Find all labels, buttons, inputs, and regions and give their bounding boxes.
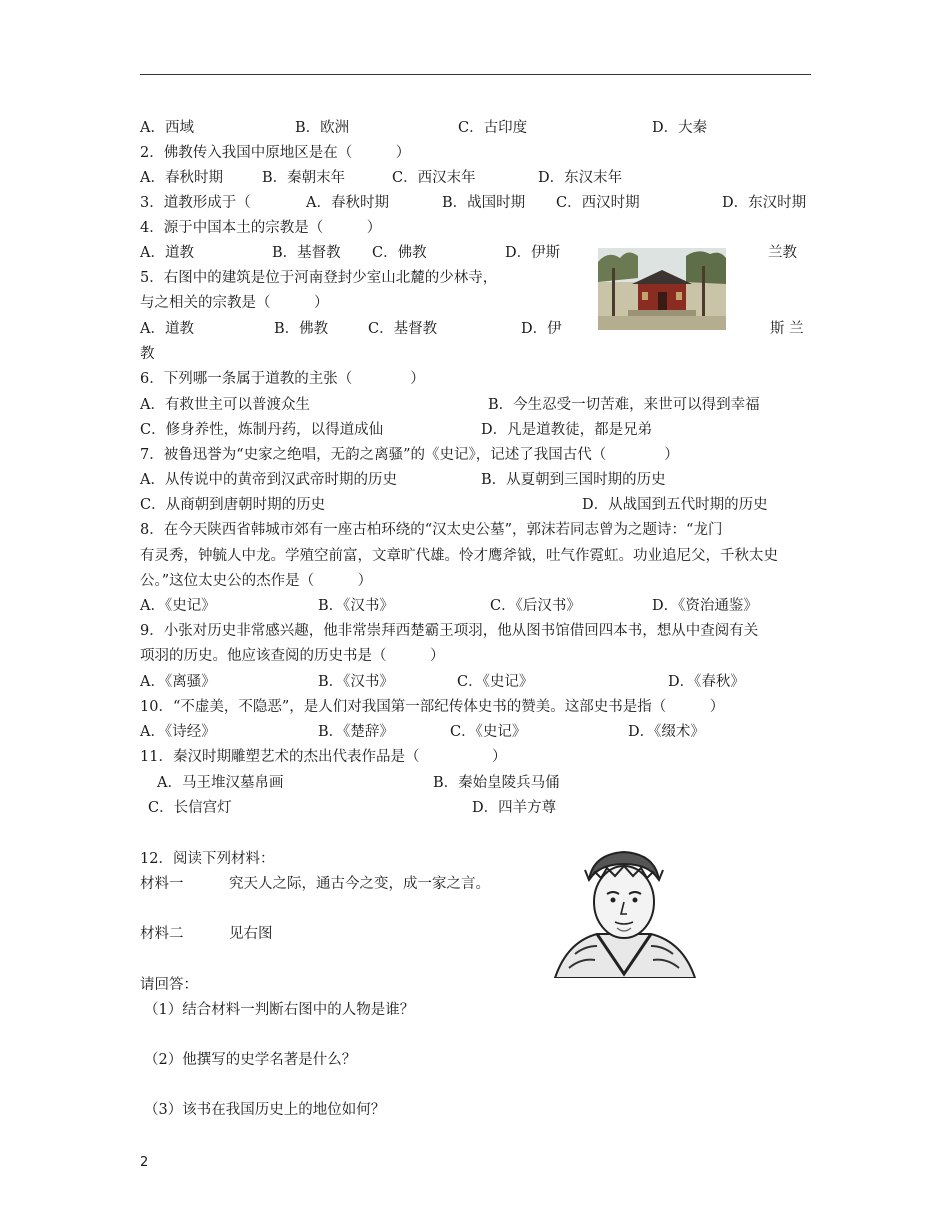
q5-option-d-end: 教 [140, 346, 155, 362]
q7-option-b: B．从夏朝到三国时期的历史 [481, 472, 666, 488]
sima-qian-portrait-image [545, 850, 703, 978]
q8-stem-line-3: 公。”这位太史公的杰作是（ ） [140, 573, 373, 589]
q11-option-c: C．长信宫灯 [148, 800, 232, 816]
q4-stem: 4．源于中国本土的宗教是（ ） [140, 220, 382, 236]
q2-option-b: B．秦朝末年 [262, 170, 346, 186]
q1-option-c: C．古印度 [458, 120, 528, 136]
q10-option-b: B．《楚辞》 [318, 724, 394, 740]
q9-stem-line-2: 项羽的历史。他应该查阅的历史书是（ ） [140, 648, 445, 664]
q6-option-c: C．修身养性，炼制丹药，以得道成仙 [140, 422, 384, 438]
q12-stem: 12．阅读下列材料： [140, 851, 275, 867]
q9-option-a: A．《离骚》 [140, 674, 216, 690]
q2-option-a: A．春秋时期 [140, 170, 223, 186]
q6-option-a: A．有救世主可以普渡众生 [140, 397, 310, 413]
q10-option-a: A．《诗经》 [140, 724, 216, 740]
q6-option-b: B．今生忍受一切苦难，来世可以得到幸福 [488, 397, 760, 413]
q7-stem: 7．被鲁迅誉为“史家之绝唱，无韵之离骚”的《史记》，记述了我国古代（ ） [140, 447, 679, 463]
q3-stem: 3．道教形成于（ [140, 195, 251, 211]
q6-stem: 6．下列哪一条属于道教的主张（ ） [140, 371, 425, 387]
q12-sub-question-3: （3）该书在我国历史上的地位如何？ [144, 1102, 386, 1118]
q5-option-a: A．道教 [140, 321, 194, 337]
q6-option-d: D．凡是道教徒，都是兄弟 [481, 422, 653, 438]
q5-option-b: B．佛教 [274, 321, 329, 337]
q8-option-d: D．《资治通鉴》 [652, 598, 758, 614]
q12-material-1-text: 究天人之际，通古今之变，成一家之言。 [229, 876, 490, 892]
q8-option-c: C．《后汉书》 [490, 598, 581, 614]
q4-option-c: C．佛教 [372, 245, 427, 261]
q12-ask: 请回答： [140, 977, 198, 993]
q5-stem: 5．右图中的建筑是位于河南登封少室山北麓的少林寺， [140, 270, 498, 286]
header-rule [140, 74, 811, 75]
q11-option-b: B．秦始皇陵兵马俑 [433, 775, 560, 791]
q7-option-c: C．从商朝到唐朝时期的历史 [140, 497, 326, 513]
q10-stem: 10．“不虚美，不隐恶”，是人们对我国第一部纪传体史书的赞美。这部史书是指（ ） [140, 699, 725, 715]
q11-option-d: D．四羊方尊 [472, 800, 557, 816]
q10-option-d: D．《缀术》 [628, 724, 705, 740]
q4-option-b: B．基督教 [272, 245, 341, 261]
q2-option-d: D．东汉末年 [538, 170, 623, 186]
q3-option-b: B．战国时期 [442, 195, 526, 211]
q12-sub-question-1: （1）结合材料一判断右图中的人物是谁？ [144, 1002, 415, 1018]
q7-option-d: D．从战国到五代时期的历史 [582, 497, 768, 513]
q12-material-2-text: 见右图 [229, 926, 273, 942]
q9-option-d: D．《春秋》 [668, 674, 745, 690]
q4-option-d: D．伊斯 [505, 245, 561, 261]
q8-stem-line-2: 有灵秀，钟毓人中龙。学殖空前富，文章旷代雄。怜才鹰斧钺，吐气作霓虹。功业追尼父，千秋太史 [140, 548, 778, 564]
q5-option-d-mid: 斯 兰 [770, 321, 804, 337]
shaolin-temple-image [598, 248, 726, 330]
q3-option-d: D．东汉时期 [722, 195, 807, 211]
q9-option-b: B．《汉书》 [318, 674, 394, 690]
q9-stem-line-1: 9．小张对历史非常感兴趣，他非常崇拜西楚霸王项羽，他从图书馆借回四本书，想从中查阅有关 [140, 623, 759, 639]
q11-option-a: A．马王堆汉墓帛画 [157, 775, 284, 791]
page-number: 2 [140, 1155, 149, 1170]
q2-option-c: C．西汉末年 [392, 170, 476, 186]
q5-option-c: C．基督教 [368, 321, 438, 337]
q4-option-a: A．道教 [140, 245, 194, 261]
q8-stem-line-1: 8．在今天陕西省韩城市郊有一座古柏环绕的“汉太史公墓”，郭沫若同志曾为之题诗：“龙门 [140, 522, 723, 538]
q3-option-c: C．西汉时期 [556, 195, 640, 211]
q9-option-c: C．《史记》 [457, 674, 534, 690]
q1-option-d: D．大秦 [652, 120, 708, 136]
q4-option-d-end: 兰教 [768, 245, 797, 261]
q7-option-a: A．从传说中的黄帝到汉武帝时期的历史 [140, 472, 397, 488]
q3-option-a: A．春秋时期 [306, 195, 389, 211]
q1-option-a: A．西域 [140, 120, 194, 136]
q11-stem: 11．秦汉时期雕塑艺术的杰出代表作品是（ ） [140, 749, 507, 765]
q5-option-d: D．伊 [521, 321, 562, 337]
q1-option-b: B．欧洲 [295, 120, 350, 136]
q2-stem: 2．佛教传入我国中原地区是在（ ） [140, 145, 411, 161]
q12-sub-question-2: （2）他撰写的史学名著是什么？ [144, 1052, 357, 1068]
q5-stem-continued: 与之相关的宗教是（ ） [140, 295, 329, 311]
q12-material-1-label: 材料一 [140, 876, 184, 892]
q8-option-b: B．《汉书》 [318, 598, 394, 614]
q12-material-2-label: 材料二 [140, 926, 184, 942]
q10-option-c: C．《史记》 [450, 724, 527, 740]
q8-option-a: A．《史记》 [140, 598, 216, 614]
